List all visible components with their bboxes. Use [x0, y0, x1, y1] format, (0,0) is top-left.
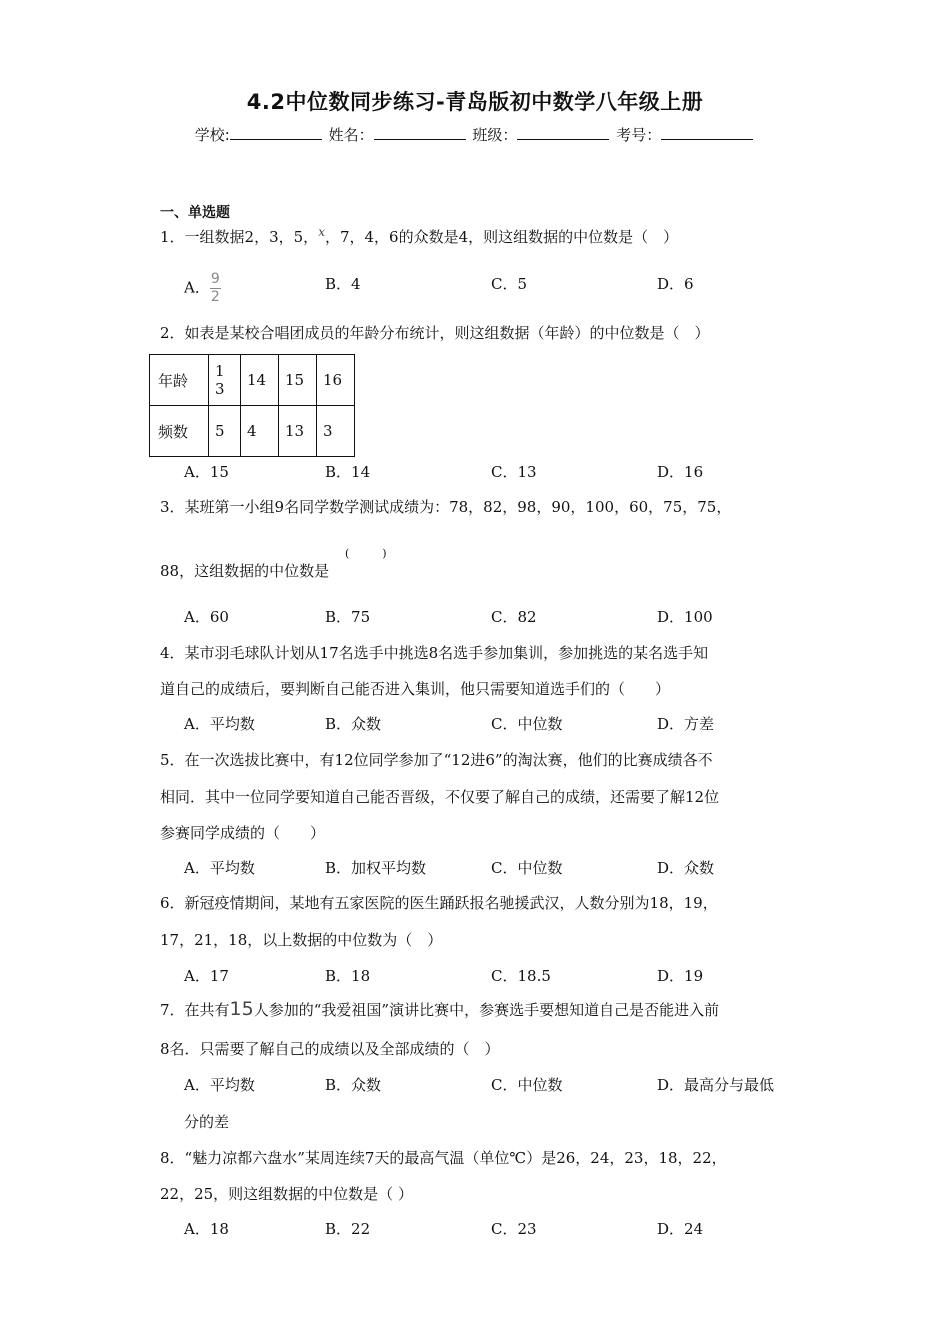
q8-option-c[interactable]: C．23 [491, 1220, 537, 1238]
school-label: 学校: [194, 126, 230, 144]
q3-option-d[interactable]: D．100 [657, 608, 713, 626]
table-cell-age-14: 14 [241, 355, 279, 406]
q7-option-d-continued: 分的差 [184, 1113, 230, 1131]
question-8-line-2: 22，25，则这组数据的中位数是（ ） [160, 1185, 413, 1203]
table-cell-frequency-3: 13 [279, 406, 317, 457]
question-1 [160, 226, 678, 247]
q6-option-d[interactable]: D．19 [657, 967, 704, 985]
school-blank[interactable] [230, 125, 322, 140]
question-7-line-1 [160, 998, 719, 1020]
q6-option-b[interactable]: B．18 [325, 967, 371, 985]
q1-option-d[interactable]: D．6 [657, 275, 694, 293]
q3-option-a[interactable]: A．60 [184, 608, 229, 626]
question-6-line-2: 17，21，18，以上数据的中位数为（ ） [160, 931, 443, 949]
q2-option-b[interactable]: B．14 [325, 463, 371, 481]
q1-fraction [210, 272, 221, 305]
q2-option-c[interactable]: C．13 [491, 463, 537, 481]
q1-option-b[interactable]: B．4 [325, 275, 361, 293]
q5-option-d[interactable]: D．众数 [657, 859, 715, 877]
question-4-line-1: 4．某市羽毛球队计划从17名选手中挑选8名选手参加集训，参加挑选的某名选手知 [160, 644, 709, 662]
question-5-line-3: 参赛同学成绩的（ ） [160, 824, 326, 842]
q1-text-b: ，7，4，6的众数是4，则这组数据的中位数是（ ） [324, 228, 679, 246]
q4-option-b[interactable]: B．众数 [325, 715, 382, 733]
q7-option-d[interactable]: D．最高分与最低 [657, 1076, 775, 1094]
question-3-line-1: 3．某班第一小组9名同学数学测试成绩为：78，82，98，90，100，60，75，75， [160, 498, 732, 516]
q6-option-c[interactable]: C．18.5 [491, 967, 551, 985]
question-3-line-2: 88，这组数据的中位数是 [160, 562, 330, 580]
q7-option-b[interactable]: B．众数 [325, 1076, 382, 1094]
q1-fraction-denominator: 2 [210, 289, 220, 305]
question-7-line-2: 8名．只需要了解自己的成绩以及全部成绩的（ ） [160, 1040, 500, 1058]
class-label: 班级： [472, 126, 518, 144]
question-4-line-2: 道自己的成绩后，要判断自己能否进入集训，他只需要知道选手们的（ ） [160, 680, 671, 698]
question-6-line-1: 6．新冠疫情期间，某地有五家医院的医生踊跃报名驰援武汉，人数分别为18，19， [160, 894, 718, 912]
q3-option-b[interactable]: B．75 [325, 608, 371, 626]
table-cell-frequency-label: 频数 [150, 406, 209, 457]
q7-option-a[interactable]: A．平均数 [184, 1076, 255, 1094]
exam-no-blank[interactable] [661, 125, 753, 140]
q6-option-a[interactable]: A．17 [184, 967, 229, 985]
q3-answer-paren: ( ) [345, 547, 387, 560]
q8-option-a[interactable]: A．18 [184, 1220, 229, 1238]
q1-option-c[interactable]: C．5 [491, 275, 528, 293]
q1-text-a: 1．一组数据2，3，5， [160, 228, 319, 246]
q8-option-d[interactable]: D．24 [657, 1220, 704, 1238]
name-label: 姓名： [328, 126, 374, 144]
q1-option-a[interactable] [184, 272, 221, 305]
q4-option-a[interactable]: A．平均数 [184, 715, 255, 733]
table-row-frequency [150, 406, 355, 457]
table-cell-age-label: 年龄 [150, 355, 209, 406]
table-cell-frequency-2: 4 [241, 406, 279, 457]
question-2: 2．如表是某校合唱团成员的年龄分布统计，则这组数据（年龄）的中位数是（ ） [160, 324, 710, 342]
q1-fraction-numerator: 9 [210, 271, 220, 287]
table-cell-age-15: 15 [279, 355, 317, 406]
table-cell-age-13 [209, 355, 241, 406]
name-blank[interactable] [374, 125, 466, 140]
question-8-line-1: 8．“魅力凉都六盘水”某周连续7天的最高气温（单位℃）是26，24，23，18，22， [160, 1149, 727, 1167]
q5-option-a[interactable]: A．平均数 [184, 859, 255, 877]
table-cell-frequency-1: 5 [209, 406, 241, 457]
q5-option-b[interactable]: B．加权平均数 [325, 859, 427, 877]
class-blank[interactable] [517, 125, 609, 140]
question-5-line-2: 相同．其中一位同学要知道自己能否晋级，不仅要了解自己的成绩，还需要了解12位 [160, 788, 720, 806]
page-title: 4.2中位数同步练习-青岛版初中数学八年级上册 [246, 90, 704, 114]
q5-option-c[interactable]: C．中位数 [491, 859, 563, 877]
q4-option-d[interactable]: D．方差 [657, 715, 715, 733]
section-title: 一、单选题 [160, 205, 230, 221]
q2-option-d[interactable]: D．16 [657, 463, 704, 481]
exam-no-label: 考号： [616, 126, 662, 144]
q4-option-c[interactable]: C．中位数 [491, 715, 563, 733]
q8-option-b[interactable]: B．22 [325, 1220, 371, 1238]
age-distribution-table [149, 354, 355, 457]
student-info-line [0, 124, 950, 145]
q7-text-b: 人参加的“我爱祖国”演讲比赛中，参赛选手要想知道自己是否能进入前 [253, 1001, 720, 1019]
q3-option-c[interactable]: C．82 [491, 608, 537, 626]
q1-variable-x: x [318, 225, 325, 239]
q7-option-c[interactable]: C．中位数 [491, 1076, 563, 1094]
table-row-age [150, 355, 355, 406]
table-cell-age-16: 16 [317, 355, 355, 406]
table-cell-frequency-4: 3 [317, 406, 355, 457]
q7-number-15: 15 [229, 998, 254, 1020]
age-13-bottom: 3 [215, 380, 225, 398]
q2-option-a[interactable]: A．15 [184, 463, 229, 481]
age-13-top: 1 [215, 362, 225, 380]
q7-text-a: 7．在共有 [160, 1001, 230, 1019]
question-5-line-1: 5．在一次选拔比赛中，有12位同学参加了“12进6”的淘汰赛，他们的比赛成绩各不 [160, 751, 713, 769]
q1-option-a-label: A． [184, 278, 210, 297]
